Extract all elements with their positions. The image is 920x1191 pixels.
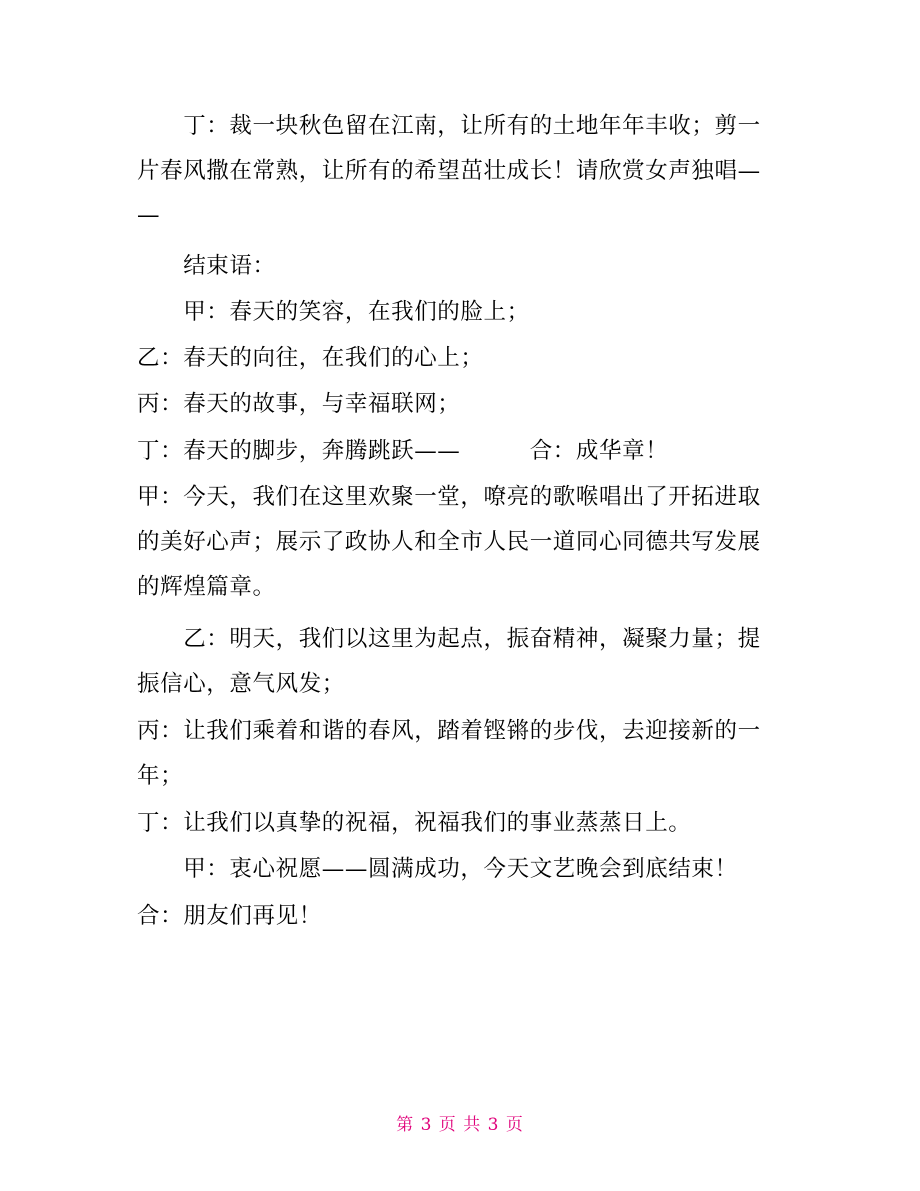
text-line: 振信心，意气风发； xyxy=(137,671,345,697)
text-line: 甲：春天的笑容，在我们的脸上； xyxy=(137,299,530,325)
text-line: 丙：让我们乘着和谐的春风，踏着铿锵的步伐，去迎接新的一 xyxy=(137,718,761,744)
text-line: 甲：衷心祝愿——圆满成功，今天文艺晚会到底结束！ xyxy=(137,856,738,882)
text-line: 的辉煌篇章。 xyxy=(137,574,276,600)
text-line: 丁：裁一块秋色留在江南，让所有的土地年年丰收；剪一 xyxy=(137,113,761,139)
text-line: 甲：今天，我们在这里欢聚一堂，嘹亮的歌喉唱出了开拓进取 xyxy=(137,484,761,510)
text-line: 乙：明天，我们以这里为起点，振奋精神，凝聚力量；提 xyxy=(137,626,761,652)
text-line: 乙：春天的向往，在我们的心上； xyxy=(137,345,484,371)
text-line: 丁：让我们以真挚的祝福，祝福我们的事业蒸蒸日上。 xyxy=(137,810,692,836)
text-line: 的美好心声；展示了政协人和全市人民一道同心同德共写发展 xyxy=(137,529,761,555)
text-line: 丁：春天的脚步，奔腾跳跃—— 合：成华章！ xyxy=(137,438,669,464)
text-line: — xyxy=(137,202,161,228)
text-line: 丙：春天的故事，与幸福联网； xyxy=(137,391,461,417)
text-line: 年； xyxy=(137,763,184,789)
text-line: 合：朋友们再见！ xyxy=(137,903,322,929)
page-number-footer: 第 3 页 共 3 页 xyxy=(396,1115,524,1135)
text-line: 结束语： xyxy=(137,253,276,279)
text-line: 片春风撒在常熟，让所有的希望茁壮成长！请欣赏女声独唱— xyxy=(137,158,761,184)
